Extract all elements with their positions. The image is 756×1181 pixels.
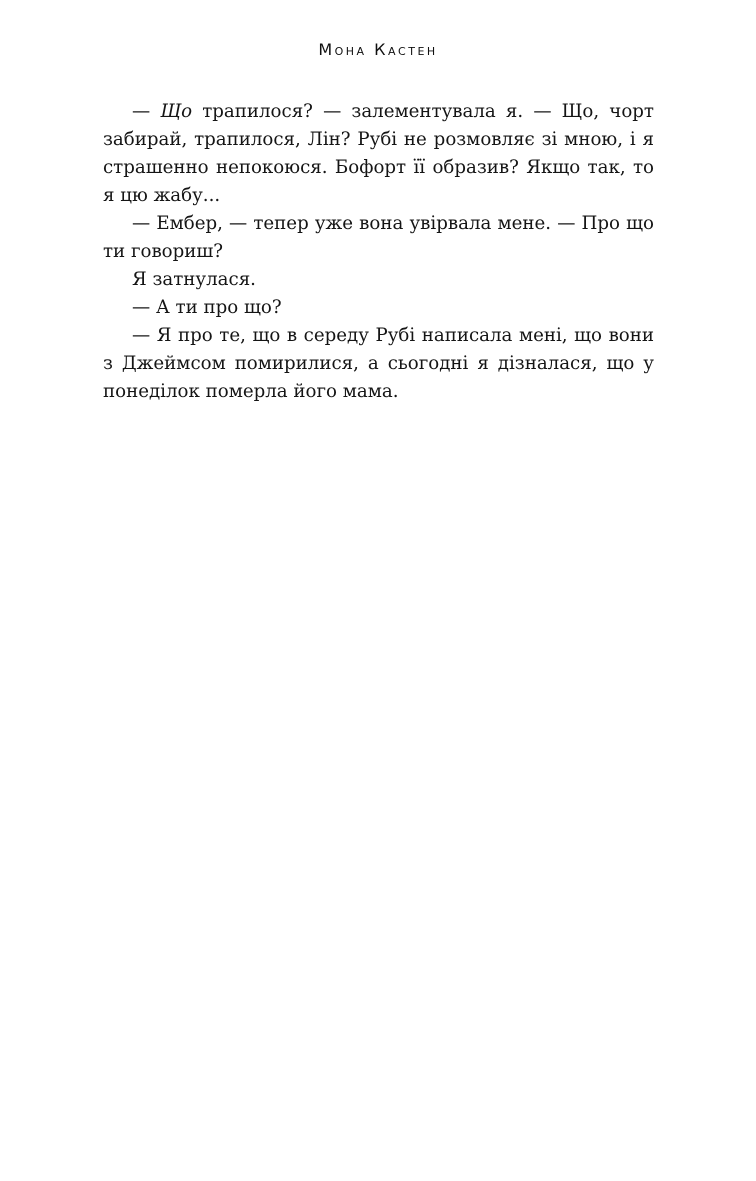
paragraph-5: — Я про те, що в середу Рубі написала мені, що вони з Джеймсом помирилися, а сьогодні я дізналася, що у понеділок померла його мама. — [103, 325, 654, 402]
running-head-author: Мона Кастен — [318, 40, 438, 59]
paragraph-1-dash: — — [132, 101, 161, 122]
paragraph-4: — А ти про що? — [132, 297, 282, 318]
paragraph-2: — Ембер, — тепер уже вона увірвала мене. — Про що ти говориш? — [103, 213, 654, 262]
body-text — [103, 98, 654, 406]
paragraph-3: Я затнулася. — [132, 269, 256, 290]
paragraph-1-text: трапилося? — залементувала я. — Що, чорт забирай, трапилося, Лін? Рубі не розмовляє зі мною, і я страшенно непокоюся. Бофорт її образив? Якщо так, то я цю жабу... — [103, 101, 654, 206]
paragraph-1 — [103, 98, 654, 210]
paragraph-1-italic-word: Що — [160, 101, 193, 122]
